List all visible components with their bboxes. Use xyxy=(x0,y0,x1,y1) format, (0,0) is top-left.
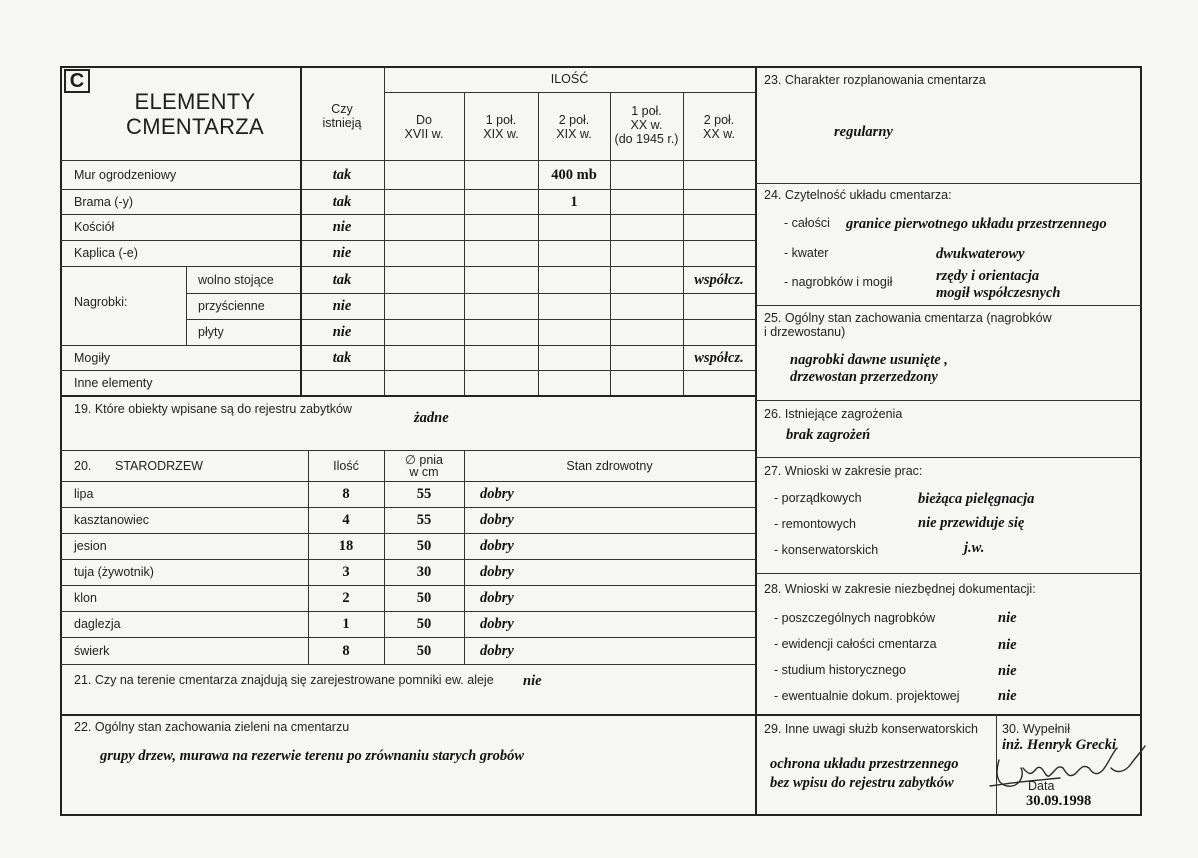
q28-label: 28. Wnioski w zakresie niezbędnej dokumentacji: xyxy=(764,582,1036,596)
q24-item-answer: granice pierwotnego układu przestrzennego xyxy=(846,216,1107,232)
element-row-value: współcz. xyxy=(694,271,744,288)
text-line: rzędy i orientacja xyxy=(936,268,1040,284)
text-line: nagrobki dawne usunięte , xyxy=(790,352,948,368)
period-header xyxy=(464,113,538,141)
title-line-2: CMENTARZA xyxy=(126,114,264,139)
q23-label: 23. Charakter rozplanowania cmentarza xyxy=(764,73,986,87)
tree-count: 18 xyxy=(338,538,354,554)
header-exists xyxy=(300,102,384,130)
element-row-label: Kościół xyxy=(74,220,115,234)
element-row-value: nie xyxy=(332,219,352,235)
tree-diameter: 50 xyxy=(416,642,432,659)
rule xyxy=(60,611,755,612)
q19-answer: żadne xyxy=(414,410,449,426)
q24-item-answer: dwukwaterowy xyxy=(936,246,1025,262)
element-row-value: 400 mb xyxy=(551,166,597,183)
tree-health: dobry xyxy=(480,590,514,606)
nagrobki-label: Nagrobki: xyxy=(74,295,128,309)
tree-diameter: 30 xyxy=(416,564,432,580)
q23-answer: regularny xyxy=(834,124,893,140)
text-line: XX w. xyxy=(703,127,735,141)
text-line: mogił współczesnych xyxy=(936,285,1061,301)
tree-diameter: 50 xyxy=(416,590,432,606)
element-row-value: 1 xyxy=(570,193,578,210)
text-line: ochrona układu przestrzennego xyxy=(770,756,959,772)
rule xyxy=(60,664,755,665)
text-line: 2 poł. xyxy=(558,113,590,127)
element-row-label: przyścienne xyxy=(198,299,265,313)
q25-answer xyxy=(790,352,948,386)
q30-date-label: Data xyxy=(1028,779,1055,793)
title-line-1: ELEMENTY xyxy=(134,89,256,114)
period-header xyxy=(538,113,610,141)
q25-label xyxy=(764,311,1052,339)
element-row-value: nie xyxy=(332,245,352,261)
q27-item-answer: bieżąca pielęgnacja xyxy=(918,491,1035,507)
rule xyxy=(60,585,755,586)
q30-name: inż. Henryk Grecki xyxy=(1002,737,1116,753)
text-line: XX w. xyxy=(630,118,663,132)
rule xyxy=(60,533,755,534)
tree-count: 1 xyxy=(342,616,350,632)
tree-diameter: 55 xyxy=(416,512,432,528)
element-row-label: Brama (-y) xyxy=(74,194,134,209)
q27-item-label: - porządkowych xyxy=(774,491,862,505)
tree-name: kasztanowiec xyxy=(74,513,150,527)
text-line: XVII w. xyxy=(404,127,444,141)
q28-item-label: - ewentualnie dokum. projektowej xyxy=(774,689,960,703)
q24-item-answer xyxy=(936,268,1060,302)
q26-label: 26. Istniejące zagrożenia xyxy=(764,407,903,421)
q22-answer: grupy drzew, murawa na rezerwie terenu po zrównaniu starych grobów xyxy=(100,748,525,764)
tree-name: lipa xyxy=(74,487,94,501)
rule xyxy=(60,450,755,451)
rule xyxy=(755,457,1142,458)
q28-item-answer: nie xyxy=(998,637,1017,653)
tree-health: dobry xyxy=(480,564,514,580)
q20-health-header: Stan zdrowotny xyxy=(566,459,653,473)
q27-item-answer: j.w. xyxy=(964,540,985,556)
element-row-value: współcz. xyxy=(694,349,744,366)
rule xyxy=(60,214,755,215)
tree-count: 4 xyxy=(342,512,350,528)
q28-item-label: - ewidencji całości cmentarza xyxy=(774,637,937,651)
q24-label: 24. Czytelność układu cmentarza: xyxy=(764,188,952,202)
rule xyxy=(60,481,755,482)
q24-item-label: - nagrobków i mogił xyxy=(784,275,893,289)
tree-health: dobry xyxy=(480,512,514,528)
signature-image xyxy=(985,738,1155,798)
period-header xyxy=(683,113,755,141)
element-row-value: tak xyxy=(332,349,352,366)
tree-count: 3 xyxy=(342,564,350,580)
rule xyxy=(60,240,755,241)
text-line: XIX w. xyxy=(483,127,519,141)
period-header xyxy=(384,113,464,141)
q30-date: 30.09.1998 xyxy=(1026,793,1092,809)
element-row-label: płyty xyxy=(198,325,224,339)
element-row-label: Mur ogrodzeniowy xyxy=(74,167,177,182)
tree-count: 8 xyxy=(342,642,350,659)
tree-name: tuja (żywotnik) xyxy=(74,565,154,579)
rule xyxy=(60,345,755,346)
element-row-value: tak xyxy=(332,166,352,183)
q21-answer: nie xyxy=(523,673,542,689)
element-row-label: Mogiły xyxy=(74,350,111,365)
q27-item-answer: nie przewiduje się xyxy=(918,515,1025,531)
q24-item-label: - całości xyxy=(784,216,830,230)
q20-diameter-header xyxy=(384,454,464,478)
section-letter-box: C xyxy=(64,69,90,93)
rule xyxy=(60,637,755,638)
rule xyxy=(186,319,755,320)
tree-diameter: 55 xyxy=(416,486,432,502)
q21-label: 21. Czy na terenie cmentarza znajdują się zarejestrowane pomniki ew. aleje xyxy=(74,673,494,687)
rule xyxy=(60,559,755,560)
rule xyxy=(464,450,465,664)
element-row-label: wolno stojące xyxy=(198,272,274,287)
tree-name: klon xyxy=(74,591,97,605)
element-row-value: tak xyxy=(332,271,352,288)
tree-health: dobry xyxy=(480,616,514,632)
text-line: drzewostan przerzedzony xyxy=(790,369,938,385)
rule xyxy=(186,266,187,345)
rule xyxy=(755,400,1142,401)
text-line: ∅ pnia xyxy=(405,453,443,467)
q27-item-label: - remontowych xyxy=(774,517,856,531)
tree-count: 8 xyxy=(342,486,350,502)
q27-item-label: - konserwatorskich xyxy=(774,543,879,557)
text-line: Do xyxy=(416,113,432,127)
tree-name: daglezja xyxy=(74,617,121,631)
rule xyxy=(60,266,755,267)
header-quantity: ILOŚĆ xyxy=(550,72,589,86)
element-row-value: nie xyxy=(332,324,352,340)
section-title xyxy=(100,89,290,139)
q29-label: 29. Inne uwagi służb konserwatorskich xyxy=(764,722,979,736)
element-row-label: Kaplica (-e) xyxy=(74,246,138,260)
rule xyxy=(755,573,1142,574)
q22-label: 22. Ogólny stan zachowania zieleni na cmentarzu xyxy=(74,720,350,734)
q27-label: 27. Wnioski w zakresie prac: xyxy=(764,464,923,478)
text-line: 1 poł. xyxy=(631,104,662,118)
q20-label: STARODRZEW xyxy=(115,459,203,473)
text-line: i drzewostanu) xyxy=(764,325,846,339)
q30-label: 30. Wypełnił xyxy=(1002,722,1070,736)
text-line: w cm xyxy=(409,465,439,479)
rule xyxy=(755,66,757,816)
rule xyxy=(60,507,755,508)
tree-diameter: 50 xyxy=(416,616,432,632)
tree-diameter: 50 xyxy=(416,538,432,554)
text-line: bez wpisu do rejestru zabytków xyxy=(770,775,954,791)
rule xyxy=(755,305,1142,306)
element-row-value: nie xyxy=(332,298,352,314)
q26-answer: brak zagrożeń xyxy=(786,427,871,443)
text-line: (do 1945 r.) xyxy=(614,132,679,146)
tree-health: dobry xyxy=(480,486,514,502)
tree-health: dobry xyxy=(480,642,514,659)
tree-count: 2 xyxy=(342,590,350,606)
rule xyxy=(186,293,755,294)
text-line: 2 poł. xyxy=(703,113,735,127)
q20-count-header: Ilość xyxy=(333,459,359,473)
rule xyxy=(60,160,755,161)
text-line: Czy xyxy=(331,102,353,116)
q19-label: 19. Które obiekty wpisane są do rejestru zabytków xyxy=(74,402,352,416)
tree-name: świerk xyxy=(74,643,110,658)
q20-number: 20. xyxy=(74,459,92,473)
q28-item-label: - poszczególnych nagrobków xyxy=(774,611,936,625)
q29-answer xyxy=(770,755,959,793)
text-line: 1 poł. xyxy=(485,113,517,127)
q28-item-answer: nie xyxy=(998,610,1017,626)
text-line: 25. Ogólny stan zachowania cmentarza (nagrobków xyxy=(764,311,1052,325)
tree-health: dobry xyxy=(480,538,514,554)
rule xyxy=(755,714,1142,716)
element-row-value: tak xyxy=(332,193,352,210)
tree-name: jesion xyxy=(74,539,107,553)
text-line: istnieją xyxy=(322,116,362,130)
element-row-label: Inne elementy xyxy=(74,375,153,390)
rule xyxy=(384,92,755,93)
q28-item-answer: nie xyxy=(998,663,1017,679)
q24-item-label: - kwater xyxy=(784,246,829,260)
rule xyxy=(755,183,1142,184)
text-line: XIX w. xyxy=(556,127,592,141)
period-header xyxy=(610,104,683,146)
rule xyxy=(60,395,755,397)
q28-item-label: - studium historycznego xyxy=(774,663,907,677)
rule xyxy=(60,714,755,716)
rule xyxy=(60,189,755,190)
rule xyxy=(60,370,755,371)
q28-item-answer: nie xyxy=(998,688,1017,704)
